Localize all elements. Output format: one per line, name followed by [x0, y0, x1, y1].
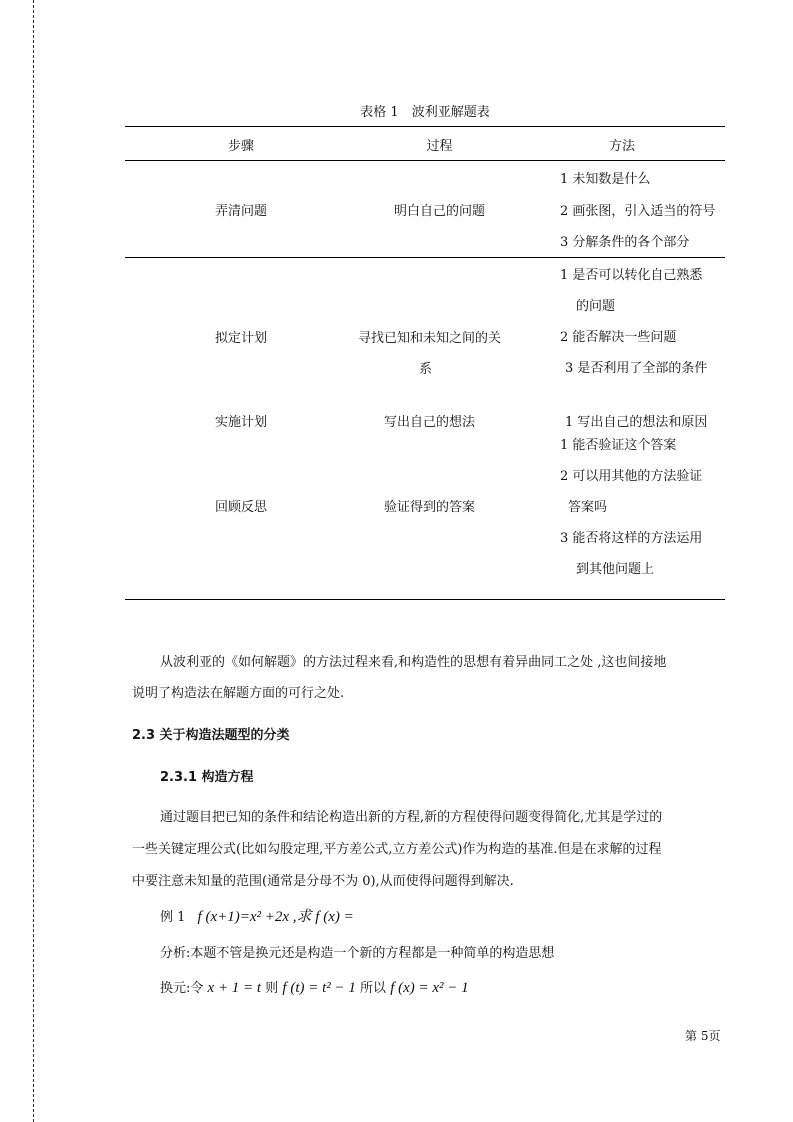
step-cell: 实施计划 [214, 415, 267, 430]
method-line: 2 能否解决一些问题 [560, 330, 677, 345]
paragraph-line: 中要注意未知量的范围(通常是分母不为 0),从而使得问题得到解决. [132, 874, 514, 889]
method-line: 1 能否验证这个答案 [560, 438, 677, 453]
step-cell: 回顾反思 [214, 500, 267, 515]
sub-prefix: 换元:令 [160, 981, 204, 996]
table-row [125, 431, 725, 599]
header-step: 步骤 [227, 139, 254, 154]
sub-expression: f (x) = x² − 1 [390, 980, 469, 996]
analysis-line: 分析:本题不管是换元还是构造一个新的方程都是一种简单的构造思想 [160, 946, 555, 961]
method-line: 1 是否可以转化自己熟悉 [560, 268, 703, 283]
polya-table [125, 126, 725, 600]
process-cell: 系 [418, 362, 432, 377]
substitution-line [160, 977, 469, 997]
method-line: 答案吗 [568, 500, 608, 515]
example-line [160, 905, 354, 926]
subsection-heading: 2.3.1 构造方程 [160, 770, 254, 785]
method-line: 到其他问题上 [576, 562, 655, 577]
page-number: 第 5页 [685, 1029, 721, 1043]
step-cell: 弄清问题 [214, 204, 267, 219]
table-row [125, 388, 725, 431]
paragraph-line: 通过题目把已知的条件和结论构造出新的方程,新的方程使得问题变得简化,尤其是学过的 [160, 810, 663, 825]
method-line: 1 写出自己的想法和原因 [565, 415, 708, 430]
example-label: 例 1 [160, 910, 186, 925]
table-header [125, 127, 725, 161]
step-cell: 拟定计划 [214, 331, 267, 346]
process-cell: 写出自己的想法 [383, 415, 475, 430]
paragraph-line: 说明了构造法在解题方面的可行之处. [132, 686, 345, 701]
sub-expression: f (t) = t² − 1 [282, 980, 356, 996]
table-row [125, 258, 725, 388]
process-cell: 验证得到的答案 [383, 500, 475, 515]
header-method: 方法 [608, 139, 635, 154]
method-line: 2 可以用其他的方法验证 [560, 469, 703, 484]
paragraph-line: 一些关键定理公式(比如勾股定理,平方差公式,立方差公式)作为构造的基准.但是在求解的过程 [132, 842, 662, 857]
process-cell: 明白自己的问题 [393, 204, 485, 219]
sub-then: 则 [265, 981, 279, 996]
process-cell: 寻找已知和未知之间的关 [357, 331, 501, 346]
method-line: 3 是否利用了全部的条件 [565, 361, 708, 376]
method-line: 的问题 [576, 299, 616, 314]
table-caption: 表格 1 波利亚解题表 [360, 105, 490, 120]
method-line: 3 分解条件的各个部分 [560, 235, 690, 250]
header-process: 过程 [426, 139, 453, 154]
paragraph-line: 从波利亚的《如何解题》的方法过程来看,和构造性的思想有着异曲同工之处 ,这也间接地 [160, 655, 667, 670]
binding-line [33, 0, 34, 1122]
example-expression: f (x+1)=x² +2x ,求 f (x) = [197, 909, 354, 925]
sub-so: 所以 [360, 981, 387, 996]
section-heading: 2.3 关于构造法题型的分类 [132, 728, 290, 743]
sub-expression: x + 1 = t [207, 980, 262, 996]
method-line: 3 能否将这样的方法运用 [560, 531, 703, 546]
method-line: 2 画张图，引入适当的符号 [560, 204, 716, 219]
method-line: 1 未知数是什么 [560, 172, 651, 187]
table-row [125, 161, 725, 258]
